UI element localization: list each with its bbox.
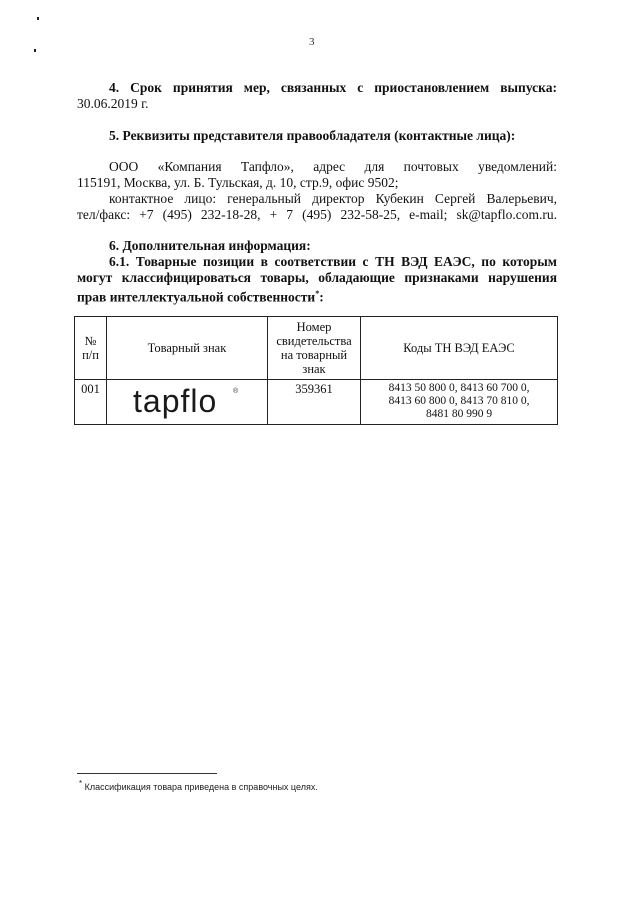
- section-5-line-4: тел/факс: +7 (495) 232-18-28, + 7 (495) 232-58-25, e-mail; sk@tapflo.com.ru.: [77, 207, 557, 222]
- section-6-1-line-3: [77, 286, 557, 306]
- section-6-1-line-3-colon: :: [319, 289, 324, 305]
- scan-speck-2: [34, 49, 36, 52]
- row-trademark: [107, 380, 268, 425]
- section-6-1-line-3-text: прав интеллектуальной собственности: [77, 289, 316, 305]
- section-4: [77, 80, 557, 112]
- header-num-line-1: №: [84, 334, 97, 348]
- footnote-mark: *: [79, 779, 83, 788]
- footnote-divider: [77, 773, 217, 774]
- header-codes: Коды ТН ВЭД ЕАЭС: [361, 317, 558, 380]
- section-6-heading: 6. Дополнительная информация:: [109, 238, 311, 253]
- header-certificate-line-2: свидетельства: [276, 334, 352, 348]
- section-4-heading: 4. Срок принятия мер, связанных с приостановлением выпуска:: [109, 80, 557, 95]
- trademark-table: [74, 316, 558, 425]
- header-num-line-2: п/п: [82, 348, 99, 362]
- row-codes-line-1: 8413 50 800 0, 8413 60 700 0,: [388, 382, 530, 394]
- section-5-line-2: 115191, Москва, ул. Б. Тульская, д. 10, стр.9, офис 9502;: [77, 175, 399, 190]
- table-row: [75, 380, 558, 425]
- section-6: [77, 238, 557, 306]
- header-certificate-line-4: знак: [302, 362, 326, 376]
- header-trademark: Товарный знак: [107, 317, 268, 380]
- section-5-body: [77, 159, 557, 223]
- footnote-ref-mark: *: [315, 289, 320, 298]
- section-5-line-3: контактное лицо: генеральный директор Кубекин Сергей Валерьевич,: [109, 191, 557, 206]
- section-5-heading: 5. Реквизиты представителя правообладателя (контактные лица):: [109, 128, 516, 143]
- section-5-line-1: ООО «Компания Тапфло», адрес для почтовых уведомлений:: [109, 159, 557, 174]
- section-4-date: 30.06.2019 г.: [77, 96, 149, 111]
- section-6-1-line-1: 6.1. Товарные позиции в соответствии с ТН ВЭД ЕАЭС, по которым: [109, 254, 557, 269]
- header-certificate: [268, 317, 361, 380]
- footnote: [79, 779, 318, 792]
- header-num: [75, 317, 107, 380]
- table-header-row: [75, 317, 558, 380]
- row-certificate: 359361: [268, 380, 361, 425]
- row-codes-line-2: 8413 60 800 0, 8413 70 810 0,: [388, 395, 530, 407]
- row-num: 001: [75, 380, 107, 425]
- page-number: 3: [309, 36, 315, 48]
- header-certificate-line-3: на товарный: [280, 348, 348, 362]
- header-certificate-line-1: Номер: [296, 320, 332, 334]
- tapflo-logo: [107, 380, 267, 422]
- registered-mark: ®: [233, 388, 239, 395]
- section-5-heading-block: [77, 128, 557, 144]
- row-codes: [361, 380, 558, 425]
- footnote-text: Классификация товара приведена в справочных целях.: [84, 782, 318, 792]
- row-codes-line-3: 8481 80 990 9: [425, 408, 493, 420]
- section-6-1-line-2: могут классифицироваться товары, обладающие признаками нарушения: [77, 270, 557, 285]
- tapflo-logo-image: [127, 383, 247, 419]
- scan-speck-1: [37, 17, 39, 20]
- tapflo-logo-wordmark: tapflo: [133, 383, 218, 419]
